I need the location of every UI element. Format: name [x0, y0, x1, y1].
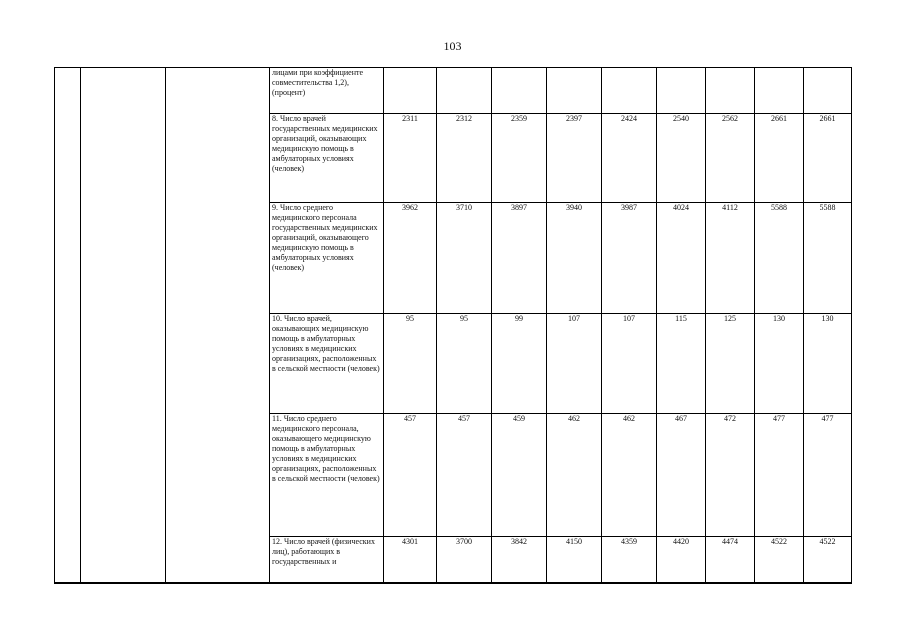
indicator-value: 2311 — [384, 114, 437, 203]
indicator-value: 472 — [706, 414, 755, 537]
indicator-value: 4474 — [706, 537, 755, 583]
indicator-value: 107 — [602, 314, 657, 414]
indicator-value: 5588 — [804, 203, 852, 314]
indicator-value: 2424 — [602, 114, 657, 203]
indicator-value — [657, 68, 706, 114]
indicator-value: 95 — [437, 314, 492, 414]
indicator-value: 2661 — [755, 114, 804, 203]
indicator-value: 4522 — [804, 537, 852, 583]
indicator-description: лицами при коэффициенте совместительства 1,2), (процент) — [270, 68, 384, 114]
indicator-value: 3962 — [384, 203, 437, 314]
indicator-value: 4150 — [547, 537, 602, 583]
indicator-value — [547, 68, 602, 114]
indicator-value: 99 — [492, 314, 547, 414]
indicators-table — [54, 67, 852, 584]
indicator-value: 467 — [657, 414, 706, 537]
indicator-value: 4522 — [755, 537, 804, 583]
indicator-value: 2359 — [492, 114, 547, 203]
indicator-value: 3940 — [547, 203, 602, 314]
indicator-value: 130 — [804, 314, 852, 414]
indicator-value: 462 — [602, 414, 657, 537]
indicator-value: 462 — [547, 414, 602, 537]
indicator-value: 3987 — [602, 203, 657, 314]
indicator-value: 477 — [804, 414, 852, 537]
indicator-value: 2540 — [657, 114, 706, 203]
indicator-value: 2661 — [804, 114, 852, 203]
indicator-value: 459 — [492, 414, 547, 537]
indicator-description: 12. Число врачей (физических лиц), работающих в государственных и — [270, 537, 384, 583]
indicator-value: 3842 — [492, 537, 547, 583]
indicator-value: 2562 — [706, 114, 755, 203]
indicator-value — [437, 68, 492, 114]
indicator-value — [706, 68, 755, 114]
indicator-value: 477 — [755, 414, 804, 537]
indicator-value: 2312 — [437, 114, 492, 203]
indicator-value: 4359 — [602, 537, 657, 583]
indicator-value: 4112 — [706, 203, 755, 314]
indicator-value: 2397 — [547, 114, 602, 203]
indicator-value — [492, 68, 547, 114]
indicator-value: 457 — [437, 414, 492, 537]
program-column — [81, 68, 166, 583]
indicator-value — [602, 68, 657, 114]
indicator-value: 125 — [706, 314, 755, 414]
indicator-value: 5588 — [755, 203, 804, 314]
page-number: 103 — [443, 39, 462, 53]
indicator-description: 9. Число среднего медицинского персонала государственных медицинских организаций, оказывающего медицинскую помощь в амбулаторных условиях (человек) — [270, 203, 384, 314]
indicator-value: 115 — [657, 314, 706, 414]
indicator-value — [804, 68, 852, 114]
indicator-value — [384, 68, 437, 114]
indicator-value: 457 — [384, 414, 437, 537]
indicator-value: 107 — [547, 314, 602, 414]
indicator-value: 4301 — [384, 537, 437, 583]
indicator-description: 10. Число врачей, оказывающих медицинскую помощь в амбулаторных условиях в медицинских организациях, расположенных в сельской местности (человек) — [270, 314, 384, 414]
indicator-description: 8. Число врачей государственных медицинских организаций, оказывающих медицинскую помощь в амбулаторных условиях (человек) — [270, 114, 384, 203]
row-number-column — [55, 68, 81, 583]
indicator-value: 95 — [384, 314, 437, 414]
subprogram-column — [166, 68, 270, 583]
indicator-value: 4024 — [657, 203, 706, 314]
table-row — [55, 68, 852, 114]
indicator-value: 3710 — [437, 203, 492, 314]
indicator-description: 11. Число среднего медицинского персонала, оказывающего медицинскую помощь в амбулаторных условиях в медицинских организациях, расположенных в сельской местности (человек) — [270, 414, 384, 537]
indicator-value: 3897 — [492, 203, 547, 314]
indicator-value — [755, 68, 804, 114]
indicator-value: 4420 — [657, 537, 706, 583]
indicator-value: 3700 — [437, 537, 492, 583]
indicator-value: 130 — [755, 314, 804, 414]
